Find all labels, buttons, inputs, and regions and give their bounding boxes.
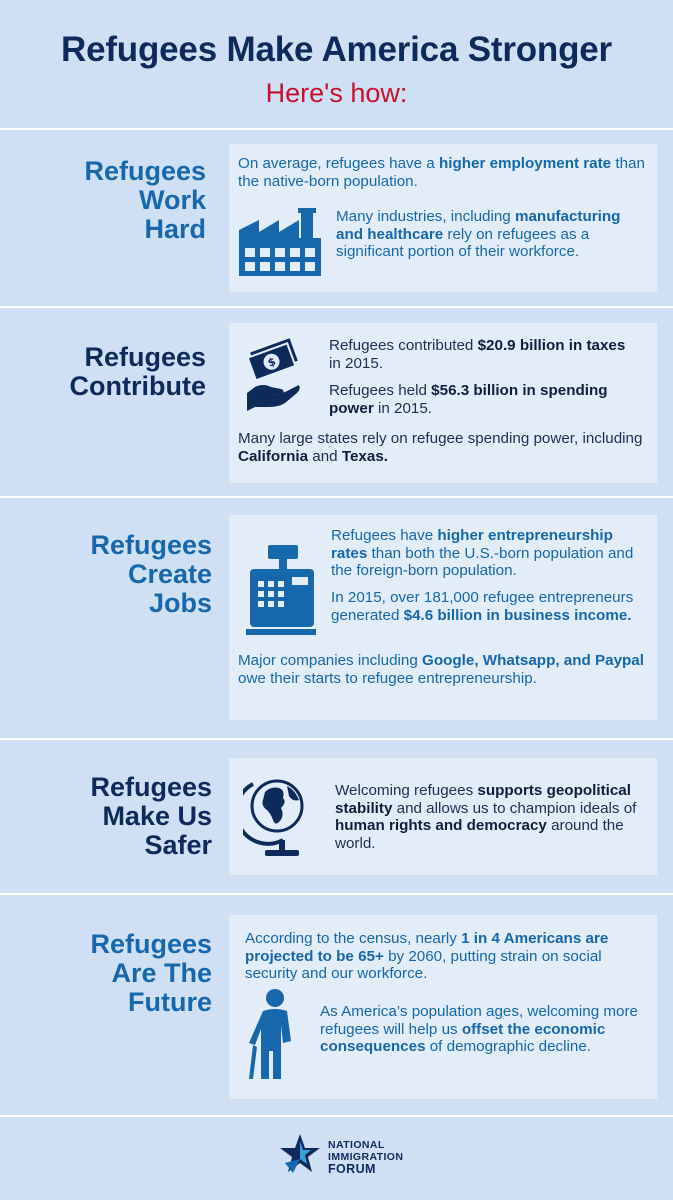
cash-register-icon: [246, 545, 316, 640]
fact-text: Refugees held $56.3 billion in spending power in 2015.: [329, 382, 608, 417]
fact-text: Refugees contributed $20.9 billion in taxes in 2015.: [329, 337, 626, 372]
fact-text: Welcoming refugees supports geopolitical stability and allows us to champion ideals of human rights and democracy around the world.: [335, 782, 637, 852]
section-contribute: [0, 306, 673, 496]
section-heading: Refugees Work Hard: [84, 156, 206, 244]
svg-text:$: $: [265, 354, 278, 370]
section-make-us-safer: [0, 738, 673, 893]
star-logo-icon: [279, 1133, 321, 1180]
elderly-person-icon: [243, 989, 303, 1086]
section-card: [229, 915, 657, 1099]
section-heading: Refugees Are The Future: [90, 929, 212, 1017]
fact-text: Many large states rely on refugee spending power, including California and Texas.: [238, 430, 643, 465]
section-work-hard: [0, 128, 673, 306]
fact-text: Major companies including Google, Whatsapp, and Paypal owe their starts to refugee entrepreneurship.: [238, 652, 644, 687]
page-subtitle: Here's how:: [265, 78, 408, 108]
factory-icon: [239, 208, 321, 283]
section-card: [229, 515, 657, 720]
section-card: [229, 144, 657, 292]
globe-icon: [243, 770, 309, 865]
fact-text: Many industries, including manufacturing and healthcare rely on refugees as a significant portion of their workforce.: [336, 208, 621, 260]
organization-logo-text: NATIONAL IMMIGRATION FORUM: [328, 1139, 404, 1176]
page-title: Refugees Make America Stronger: [61, 30, 612, 69]
footer: [0, 1115, 673, 1200]
section-heading: Refugees Make Us Safer: [90, 772, 212, 860]
section-heading: Refugees Create Jobs: [90, 530, 212, 618]
money-hand-icon: [245, 335, 301, 420]
fact-text: In 2015, over 181,000 refugee entrepreneurs generated $4.6 billion in business income.: [331, 589, 634, 624]
section-card: [229, 323, 657, 483]
section-are-the-future: [0, 893, 673, 1115]
fact-text: On average, refugees have a higher employment rate than the native-born population.: [238, 155, 645, 190]
section-create-jobs: [0, 496, 673, 738]
section-heading: Refugees Contribute: [69, 342, 206, 401]
fact-text: As America’s population ages, welcoming more refugees will help us offset the economic consequences of demographic decline.: [320, 1003, 638, 1055]
fact-text: Refugees have higher entrepreneurship rates than both the U.S.-born population and the foreign-born population.: [331, 527, 634, 579]
section-card: [229, 758, 657, 875]
fact-text: According to the census, nearly 1 in 4 Americans are projected to be 65+ by 2060, putting strain on social security and our workforce.: [245, 930, 609, 982]
